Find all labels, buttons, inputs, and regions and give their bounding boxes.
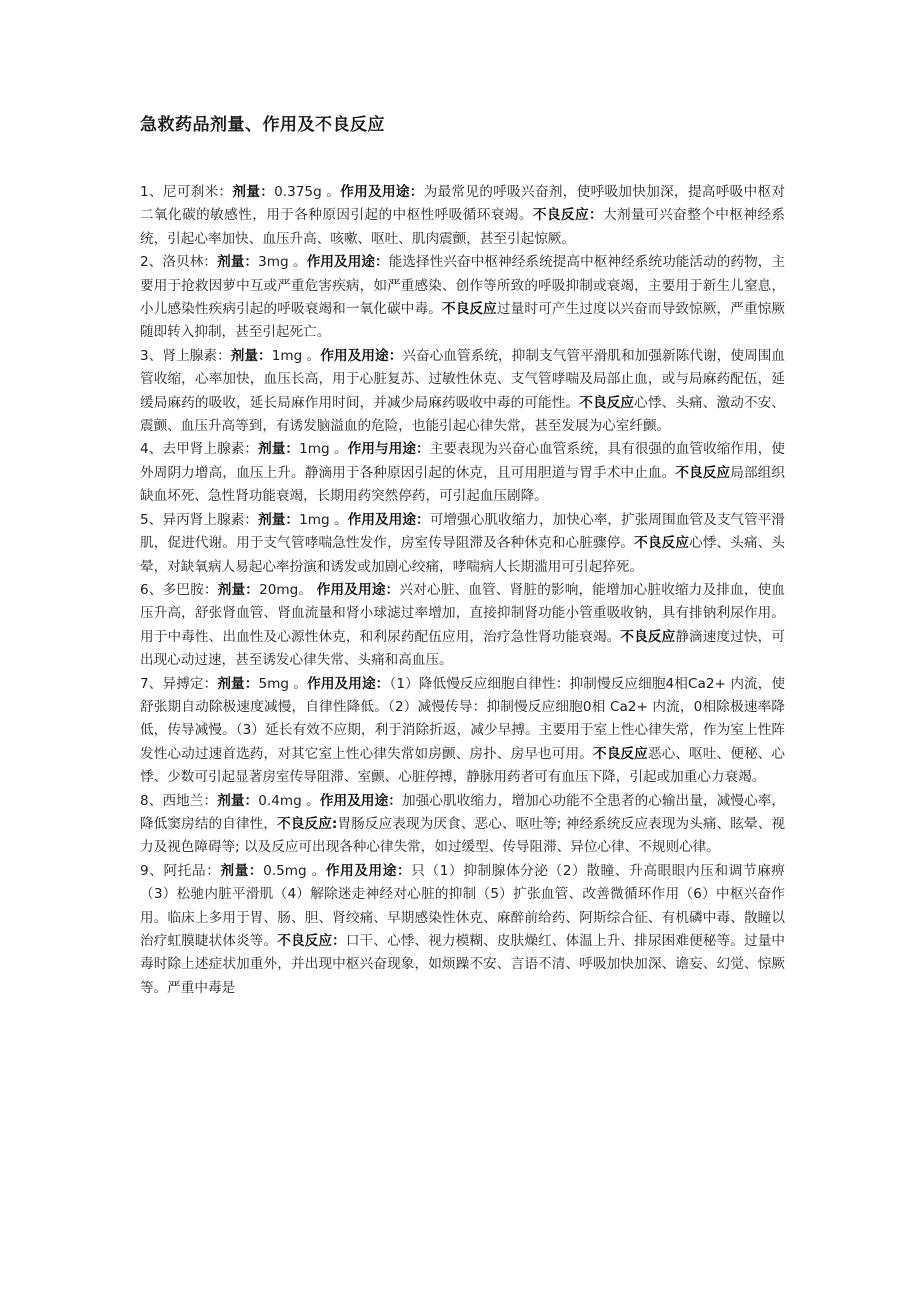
adverse-label: 不良反应: — [277, 815, 338, 832]
entry-number: 3、 — [140, 347, 163, 364]
drug-name: 尼可刹米： — [162, 184, 233, 200]
use-text: 兴对心脏、血管、肾脏的影响，能增加心脏收缩力及排血，使血压升高，舒张肾血管、肾血流量和肾小球滤过率增加，直接抑制肾功能小管重吸收钠，具有排钠利尿作用。用于中毒性、出血性及心源性休克，和利尿药配伍应用，治疗急性肾功能衰竭。 — [140, 581, 786, 645]
drug-name: 去甲肾上腺素： — [162, 441, 259, 458]
dose-label: 剂量： — [232, 184, 275, 200]
adverse-label: 不良反应 — [620, 628, 676, 645]
adverse-label: 不良反应： — [277, 933, 346, 949]
drug-entry — [140, 579, 785, 673]
dose-label: 剂量： — [258, 441, 300, 458]
drug-entry — [140, 345, 785, 439]
drug-entry — [140, 181, 785, 251]
entry-number: 2、 — [140, 254, 163, 271]
drug-entry — [140, 509, 785, 579]
use-label: 作用及用途： — [319, 792, 402, 809]
adverse-label: 不良反应： — [532, 207, 604, 224]
use-label: 作用及用途： — [347, 511, 430, 528]
adverse-text: 过量时可产生过度以兴奋而导致惊厥，严重惊厥随即转入抑制，甚至引起死亡。 — [140, 301, 786, 341]
entry-number: 8、 — [140, 792, 163, 809]
entry-number: 1、 — [140, 184, 163, 200]
use-text: 兴奋心血管系统，抑制支气管平滑肌和加强新陈代谢，使周围血管收缩，心率加快，血压长高，用于心脏复苏、过敏性休克、支气管哮喘及局部止血，或与局麻药配伍，延缓局麻药的吸收，延长局麻作用时间，并减少局麻药吸收中毒的可能性。 — [140, 347, 786, 411]
dose-label: 剂量： — [217, 581, 260, 598]
use-label: 作用及用途： — [316, 581, 400, 598]
adverse-text: 恶心、呕吐、便秘、心悸、少数可引起显著房室传导阻滞、室颤、心脏停搏，静脉用药者可有血压下降，引起或加重心力衰竭。 — [140, 745, 786, 786]
drug-name: 多巴胺： — [162, 581, 218, 598]
dose-value: 1mg 。 — [271, 347, 321, 364]
drug-entry — [140, 790, 785, 860]
dose-value: 3mg 。 — [258, 254, 307, 271]
adverse-text: 心悸、头痛、头晕，对缺氧病人易起心率扮演和诱发或加剧心绞痛，哮喘病人长期滥用可引起猝死。 — [140, 535, 786, 575]
adverse-label: 不良反应 — [579, 394, 635, 411]
use-text: （1）降低慢反应细胞自律性：抑制慢反应细胞4相Ca2+ 内流，使舒张期自动除极速度减慢，自律性降低。（2）减慢传导：抑制慢反应细胞0相 Ca2+ 内流，0相除极速率降低，传导减慢。（3）延长有效不应期，利于消除折返，减少早搏。主要用于室上性心律失常，作为室上性阵发性心动过速首选药，对其它室上性心律失常如房颤、房扑、房早也可用。 — [140, 675, 786, 762]
drug-name: 异搏定： — [162, 675, 218, 692]
entry-number: 6、 — [140, 581, 163, 598]
drug-entry — [140, 251, 785, 345]
adverse-label: 不良反应 — [675, 464, 731, 481]
use-label: 作用及用途： — [307, 675, 390, 692]
dose-value: 20mg。 — [259, 581, 317, 598]
adverse-text: 大剂量可兴奋整个中枢神经系统，引起心率加快、血压升高、咳嗽、呕吐、肌肉震颤，甚至引起惊厥。 — [140, 207, 785, 247]
dose-value: 0.375g 。 — [274, 184, 341, 200]
dose-label: 剂量： — [230, 347, 272, 364]
entry-number: 4、 — [140, 441, 163, 458]
drug-entry — [140, 860, 785, 1000]
use-label: 作用及用途： — [325, 862, 412, 879]
document-title: 急救药品剂量、作用及不良反应 — [140, 115, 385, 135]
use-text: 加强心肌收缩力，增加心功能不全患者的心输出量，减慢心率，降低窦房结的自律性， — [140, 792, 786, 832]
use-label: 作用及用途： — [306, 254, 389, 271]
dose-value: 1mg 。 — [299, 511, 348, 528]
use-label: 作用与用途： — [347, 441, 430, 458]
use-text: 主要表现为兴奋心血管系统，具有很强的血管收缩作用，使外周阴力增高，血压上升。静滴用于各种原因引起的休克，且可用胆道与胃手术中止血。 — [140, 441, 786, 481]
drug-entry — [140, 673, 785, 790]
dose-label: 剂量： — [217, 675, 259, 692]
adverse-text: 局部组织缺血坏死、急性肾功能衰竭，长期用药突然停药，可引起血压剧降。 — [140, 464, 786, 505]
use-text: 为最常见的呼吸兴奋剂，使呼吸加快加深，提高呼吸中枢对二氧化碳的敏感性，用于各种原因引起的中枢性呼吸循环衰竭。 — [140, 184, 786, 224]
adverse-text: 心悸、头痛、激动不安、震颤、血压升高等到，有诱发脑溢血的危险，也能引起心律失常，甚至发展为心室纤颤。 — [140, 394, 786, 435]
adverse-label: 不良反应 — [441, 301, 497, 318]
drug-name: 异丙肾上腺素： — [162, 511, 259, 528]
use-text: 只（1）抑制腺体分泌（2）散瞳、升高眼眼内压和调节麻痹（3）松驰内脏平滑肌（4）解除迷走神经对心脏的抑制（5）扩张血管、改善微循环作用（6）中枢兴奋作用。临床上多用于胃、肠、胆、肾绞痛、早期感染性休克、麻醉前给药、阿斯综合征、有机磷中毒、散瞳以治疗虹膜睫状体炎等。 — [140, 862, 786, 949]
drug-name: 阿托品： — [163, 862, 221, 879]
document-page — [140, 110, 785, 1000]
dose-value: 5mg 。 — [258, 675, 308, 692]
dose-value: 0.5mg 。 — [263, 862, 326, 879]
drug-entry-list — [140, 181, 785, 1000]
adverse-text: 口干、心悸、视力模糊、皮肤燥红、体温上升、排尿困难便秘等。过量中毒时除上述症状加重外，并出现中枢兴奋现象，如烦躁不安、言语不清、呼吸加快加深、谵妄、幻觉、惊厥等。严重中毒是 — [140, 933, 786, 996]
drug-entry — [140, 438, 785, 508]
dose-label: 剂量： — [220, 862, 264, 879]
use-label: 作用及用途： — [340, 184, 424, 200]
entry-number: 7、 — [140, 675, 163, 692]
dose-label: 剂量： — [258, 511, 300, 528]
drug-name: 洛贝林： — [162, 254, 218, 271]
entry-number: 5、 — [140, 511, 163, 528]
use-text: 可增强心肌收缩力，加快心率，扩张周围血管及支气管平滑肌，促进代谢。用于支气管哮喘急性发作，房室传导阻滞及各种休克和心脏骤停。 — [140, 511, 786, 552]
use-text: 能选择性兴奋中枢神经系统提高中枢神经系统功能活动的药物，主要用于抢救因萝中互或严重危害疾病，如严重感染、创作等所致的呼吸抑制或衰竭，主要用于新生儿窒息，小儿感染性疾病引起的呼吸衰竭和一氧化碳中毒。 — [140, 254, 786, 318]
use-label: 作用及用途： — [320, 347, 403, 364]
entry-number: 9、 — [140, 862, 164, 879]
drug-name: 西地兰： — [162, 792, 218, 809]
drug-name: 肾上腺素： — [162, 347, 231, 364]
dose-value: 1mg 。 — [299, 441, 348, 458]
adverse-text: 静滴速度过快，可出现心动过速，甚至诱发心律失常、头痛和高血压。 — [140, 628, 786, 669]
dose-label: 剂量： — [217, 792, 259, 809]
adverse-label: 不良反应 — [634, 535, 690, 552]
adverse-text: 胃肠反应表现为厌食、恶心、呕吐等; 神经系统反应表现为头痛、眩晕、视力及视色障碍等; 以及反应可出现各种心律失常，如过缓型、传导阻滞、异位心律、不规则心律。 — [140, 815, 786, 856]
adverse-label: 不良反应 — [592, 745, 648, 762]
dose-label: 剂量： — [217, 254, 259, 271]
dose-value: 0.4mg 。 — [258, 792, 320, 809]
